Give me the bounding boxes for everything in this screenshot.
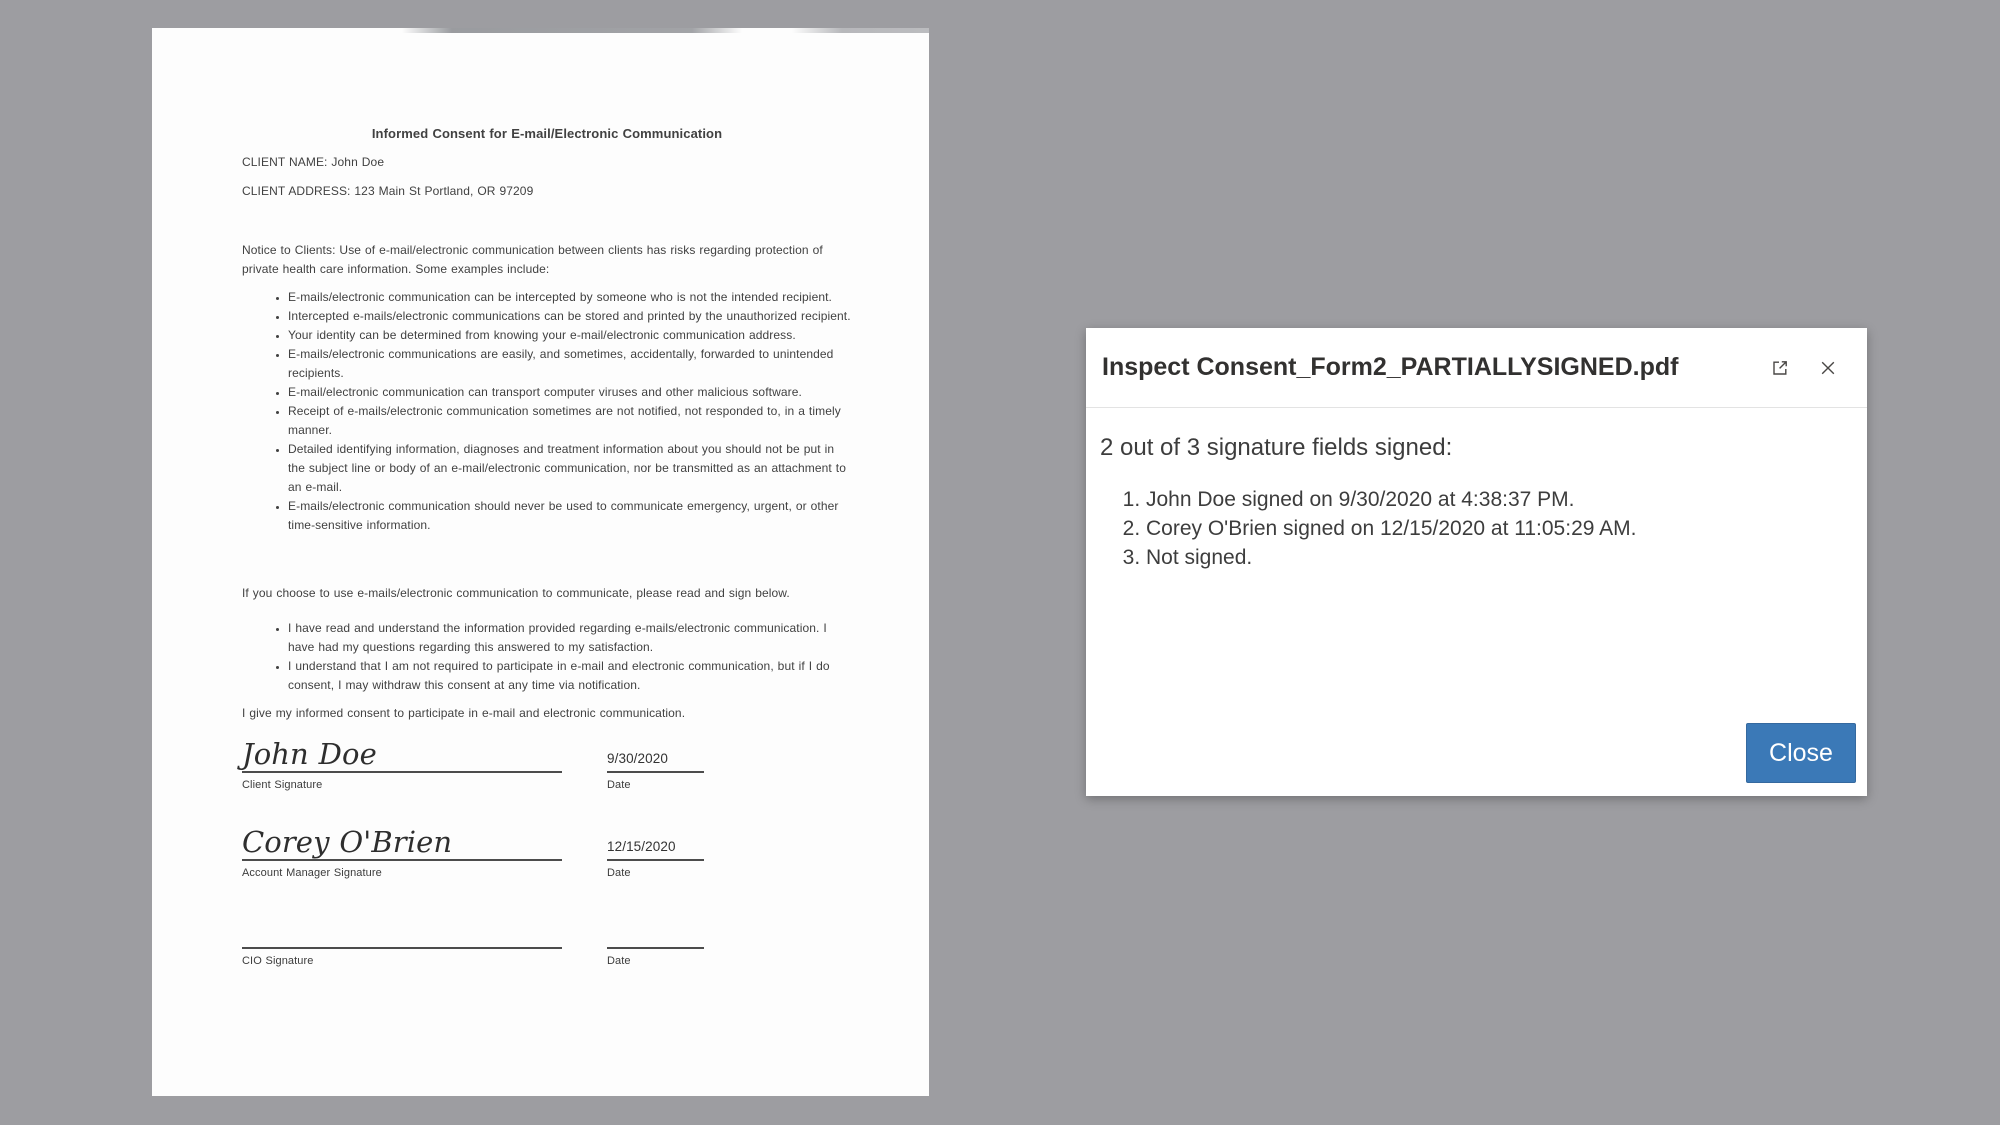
client-name-line: CLIENT NAME: John Doe bbox=[242, 155, 385, 169]
dialog-body bbox=[1086, 408, 1867, 572]
signature-row bbox=[242, 820, 852, 881]
dialog-title: Inspect Consent_Form2_PARTIALLYSIGNED.pdf bbox=[1102, 353, 1679, 381]
risk-bullet-list bbox=[242, 288, 852, 535]
signature-label: Account Manager Signature bbox=[242, 867, 382, 879]
signature-status-list bbox=[1100, 485, 1851, 572]
close-button[interactable]: Close bbox=[1746, 723, 1856, 783]
dialog-header bbox=[1086, 328, 1867, 408]
close-icon[interactable] bbox=[1817, 357, 1839, 379]
consent-line: I give my informed consent to participate in e-mail and electronic communication. bbox=[242, 706, 686, 720]
risk-bullet: • E-mails/electronic communication can be intercepted by someone who is not the intended recipient. bbox=[288, 288, 852, 307]
signature-label: Client Signature bbox=[242, 779, 323, 791]
ack-bullet: • I understand that I am not required to participate in e-mail and electronic communication, but if I do consent, I may withdraw this consent at any time via notification. bbox=[288, 657, 852, 695]
signature-date: 9/30/2020 bbox=[607, 732, 704, 773]
risk-bullet: • E-mails/electronic communications are easily, and sometimes, accidentally, forwarded to unintended recipients. bbox=[288, 345, 852, 383]
signature-script: Corey O'Brien bbox=[242, 820, 562, 861]
signature-script bbox=[242, 908, 562, 949]
date-label: Date bbox=[607, 779, 631, 791]
risk-bullet: • Your identity can be determined from knowing your e-mail/electronic communication address. bbox=[288, 326, 852, 345]
choose-paragraph: If you choose to use e-mails/electronic communication to communicate, please read and sign below. bbox=[242, 586, 790, 600]
client-address-line: CLIENT ADDRESS: 123 Main St Portland, OR 97209 bbox=[242, 184, 534, 198]
ack-bullet-list bbox=[242, 619, 852, 695]
document-page bbox=[152, 28, 929, 1096]
signature-script: John Doe bbox=[242, 732, 562, 773]
document-title: Informed Consent for E-mail/Electronic Communication bbox=[371, 126, 723, 141]
signature-label: CIO Signature bbox=[242, 955, 314, 967]
signature-status-item: 3. Not signed. bbox=[1146, 543, 1851, 572]
signature-date bbox=[607, 908, 704, 949]
inspect-dialog bbox=[1086, 328, 1867, 796]
risk-bullet: • E-mail/electronic communication can transport computer viruses and other malicious software. bbox=[288, 383, 852, 402]
risk-bullet: • Intercepted e-mails/electronic communications can be stored and printed by the unauthorized recipient. bbox=[288, 307, 852, 326]
signature-status-item: 2. Corey O'Brien signed on 12/15/2020 at 11:05:29 AM. bbox=[1146, 514, 1851, 543]
notice-paragraph: Notice to Clients: Use of e-mail/electronic communication between clients has risks regarding protection of private health care information. Some examples include: bbox=[242, 243, 823, 276]
signature-block bbox=[242, 732, 852, 969]
risk-bullet: • Detailed identifying information, diagnoses and treatment information about you should not be put in the subject line or body of an e-mail/electronic communication, nor be transmitted as an attachment to an e-mail. bbox=[288, 440, 852, 497]
signature-status-item: 1. John Doe signed on 9/30/2020 at 4:38:37 PM. bbox=[1146, 485, 1851, 514]
risk-bullet: • Receipt of e-mails/electronic communication sometimes are not notified, not responded to, in a timely manner. bbox=[288, 402, 852, 440]
risk-bullet: • E-mails/electronic communication should never be used to communicate emergency, urgent, or other time-sensitive information. bbox=[288, 497, 852, 535]
date-label: Date bbox=[607, 955, 631, 967]
date-label: Date bbox=[607, 867, 631, 879]
signature-date: 12/15/2020 bbox=[607, 820, 704, 861]
signature-summary: 2 out of 3 signature fields signed: bbox=[1100, 434, 1453, 461]
ack-bullet: • I have read and understand the information provided regarding e-mails/electronic communication. I have had my questions regarding this answered to my satisfaction. bbox=[288, 619, 852, 657]
signature-row bbox=[242, 908, 852, 969]
signature-row bbox=[242, 732, 852, 793]
popout-icon[interactable] bbox=[1769, 357, 1791, 379]
